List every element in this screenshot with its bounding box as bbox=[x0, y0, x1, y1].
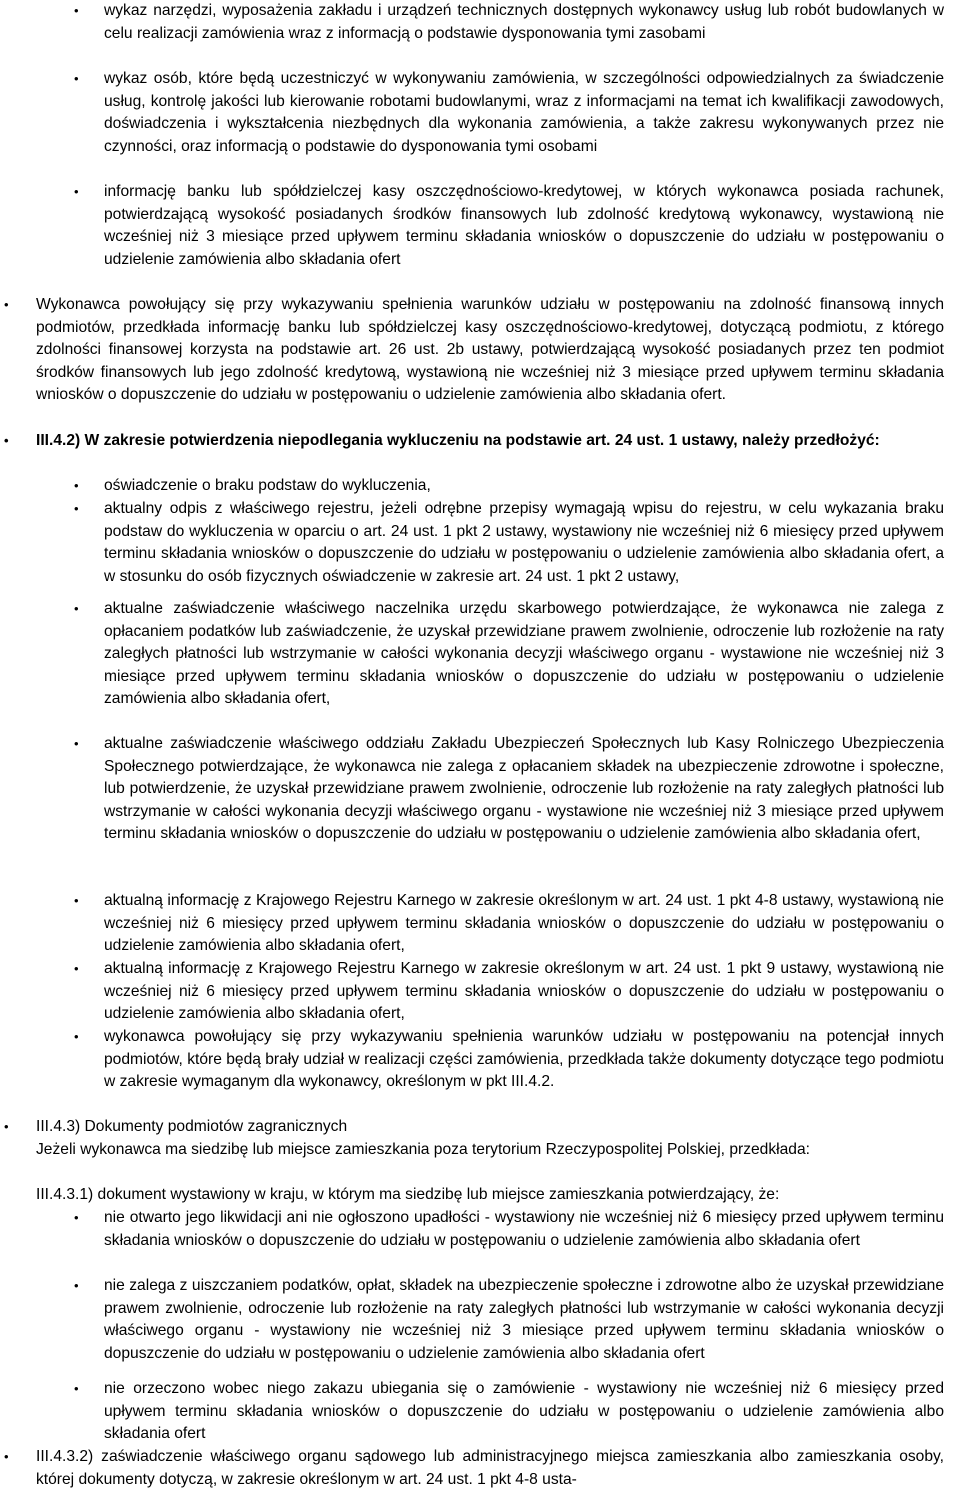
list-item-text: wykaz osób, które będą uczestniczyć w wykonywaniu zamówienia, w szczególności odpowiedzialnych za świadczenie usług, kontrolę jakości lub kierowanie robotami budowlanymi, wraz z informacjami na temat ich kwalifikacji zawodowych, doświadczenia i wykształcenia niezbędnych dla wykonania zamówienia, a także zakresu wykonywanych przez nie czynności, oraz informacją o podstawie do dysponowania tymi osobami bbox=[104, 70, 944, 155]
section-heading bbox=[4, 1116, 944, 1139]
bullet-icon: • bbox=[74, 71, 79, 86]
list-item-text: informację banku lub spółdzielczej kasy oszczędnościowo-kredytowej, w których wykonawca posiada rachunek, potwierdzającą wysokość posiadanych środków finansowych lub zdolność kredytową wykonawcy, wystawioną nie wcześniej niż 3 miesiące przed upływem terminu składania wniosków o dopuszczenie do udziału w postępowaniu o udzielenie zamówienia albo składania ofert bbox=[104, 183, 944, 268]
list-item-text: wykaz narzędzi, wyposażenia zakładu i urządzeń technicznych dostępnych wykonawcy usług lub robót budowlanych w celu realizacji zamówienia wraz z informacją o podstawie dysponowania tymi zasobami bbox=[104, 2, 944, 42]
list-item bbox=[74, 890, 944, 958]
bullet-icon: • bbox=[4, 1119, 9, 1134]
list-item bbox=[74, 733, 944, 846]
paragraph bbox=[36, 1139, 944, 1162]
list-item-text: aktualną informację z Krajowego Rejestru Karnego w zakresie określonym w art. 24 ust. 1 pkt 4-8 ustawy, wystawioną nie wcześniej niż 6 miesięcy przed upływem terminu składania wniosków o dopuszczenie do udziału w postępowaniu o udzielenie zamówienia albo składania ofert, bbox=[104, 892, 944, 955]
list-item-text: oświadczenie o braku podstaw do wykluczenia, bbox=[104, 477, 431, 494]
paragraph-text: III.4.3.2) zaświadczenie właściwego organu sądowego lub administracyjnego miejsca zamieszkania albo zamieszkania osoby, której dokumenty dotyczą, w zakresie określonym w art. 24 ust. 1 pkt 4-8 usta- bbox=[36, 1448, 944, 1488]
bullet-icon: • bbox=[74, 478, 79, 493]
list-item bbox=[74, 1026, 944, 1094]
bullet-icon: • bbox=[74, 1029, 79, 1044]
bullet-icon: • bbox=[74, 893, 79, 908]
list-item bbox=[74, 958, 944, 1026]
bullet-icon: • bbox=[74, 601, 79, 616]
paragraph-text: Jeżeli wykonawca ma siedzibę lub miejsce zamieszkania poza terytorium Rzeczypospolitej Polskiej, przedkłada: bbox=[36, 1141, 810, 1158]
section-heading bbox=[4, 430, 944, 453]
bullet-icon: • bbox=[74, 501, 79, 516]
list-item-text: aktualne zaświadczenie właściwego oddziału Zakładu Ubezpieczeń Społecznych lub Kasy Rolniczego Ubezpieczenia Społecznego potwierdzające, że wykonawca nie zalega z opłacaniem składek na ubezpieczenie zdrowotne i społeczne, lub potwierdzenie, że uzyskał przewidziane prawem zwolnienie, odroczenie lub rozłożenie na raty zaległych płatności lub wstrzymanie w całości wykonania decyzji właściwego organu - wystawione nie wcześniej niż 3 miesiące przed upływem terminu składania wniosków o dopuszczenie do udziału w postępowaniu o udzielenie zamówienia albo składania ofert, bbox=[104, 735, 944, 843]
list-item-text: nie orzeczono wobec niego zakazu ubiegania się o zamówienie - wystawiony nie wcześniej niż 6 miesięcy przed upływem terminu składania wniosków o dopuszczenie do udziału w postępowaniu o udzielenie zamówienia albo składania ofert bbox=[104, 1380, 944, 1443]
list-item bbox=[74, 1207, 944, 1252]
list-item-text: aktualną informację z Krajowego Rejestru Karnego w zakresie określonym w art. 24 ust. 1 pkt 9 ustawy, wystawioną nie wcześniej niż 6 miesięcy przed upływem terminu składania wniosków o dopuszczenie do udziału w postępowaniu o udzielenie zamówienia albo składania ofert, bbox=[104, 960, 944, 1023]
bullet-icon: • bbox=[4, 1449, 9, 1464]
bullet-icon: • bbox=[74, 184, 79, 199]
bullet-icon: • bbox=[4, 297, 9, 312]
bullet-icon: • bbox=[74, 1278, 79, 1293]
list-item bbox=[74, 498, 944, 588]
list-item bbox=[74, 1378, 944, 1446]
bullet-icon: • bbox=[74, 1381, 79, 1396]
paragraph bbox=[36, 1184, 944, 1207]
bullet-icon: • bbox=[74, 961, 79, 976]
section-heading-text: III.4.3) Dokumenty podmiotów zagranicznych bbox=[36, 1118, 348, 1135]
list-item bbox=[74, 68, 944, 158]
list-item-text: nie zalega z uiszczaniem podatków, opłat, składek na ubezpieczenie społeczne i zdrowotne albo że uzyskał przewidziane prawem zwolnienie, odroczenie lub rozłożenie na raty zaległych płatności lub wstrzymanie w całości wykonania decyzji właściwego organu - wystawiony nie wcześniej niż 3 miesiące przed upływem terminu składania wniosków o dopuszczenie do udziału w postępowaniu o udzielenie zamówienia albo składania ofert bbox=[104, 1277, 944, 1362]
paragraph-text: Wykonawca powołujący się przy wykazywaniu spełnienia warunków udziału w postępowaniu na zdolność finansową innych podmiotów, przedkłada informację banku lub spółdzielczej kasy oszczędnościowo-kredytowej, dotyczącą podmiotu, z którego zdolności finansowej korzysta na podstawie art. 26 ust. 2b ustawy, potwierdzającą wysokość posiadanych przez ten podmiot środków finansowych lub jego zdolność kredytową, wystawioną nie wcześniej niż 3 miesiące przed upływem terminu składania wniosków o dopuszczenie do udziału w postępowaniu o udzielenie zamówienia albo składania ofert. bbox=[36, 296, 944, 404]
list-item-text: aktualny odpis z właściwego rejestru, jeżeli odrębne przepisy wymagają wpisu do rejestru, w celu wykazania braku podstaw do wykluczenia w oparciu o art. 24 ust. 1 pkt 2 ustawy, wystawiony nie wcześniej niż 6 miesięcy przed upływem terminu składania wniosków o dopuszczenie do udziału w postępowaniu o udzielenie zamówienia albo składania ofert, a w stosunku do osób fizycznych oświadczenie w zakresie art. 24 ust. 1 pkt 2 ustawy, bbox=[104, 500, 944, 585]
list-item bbox=[74, 0, 944, 45]
list-item-text: nie otwarto jego likwidacji ani nie ogłoszono upadłości - wystawiony nie wcześniej niż 6 miesięcy przed upływem terminu składania wniosków o dopuszczenie do udziału w postępowaniu o udzielenie zamówienia albo składania ofert bbox=[104, 1209, 944, 1249]
bullet-icon: • bbox=[74, 3, 79, 18]
bullet-icon: • bbox=[74, 736, 79, 751]
paragraph bbox=[4, 294, 944, 407]
bullet-icon: • bbox=[4, 433, 9, 448]
section-heading-text: III.4.2) W zakresie potwierdzenia niepodlegania wykluczeniu na podstawie art. 24 ust. 1 ustawy, należy przedłożyć: bbox=[36, 432, 880, 449]
list-item bbox=[74, 475, 944, 498]
paragraph-text: III.4.3.1) dokument wystawiony w kraju, w którym ma siedzibę lub miejsce zamieszkania potwierdzający, że: bbox=[36, 1186, 780, 1203]
bullet-icon: • bbox=[74, 1210, 79, 1225]
paragraph bbox=[4, 1446, 944, 1491]
list-item-text: aktualne zaświadczenie właściwego naczelnika urzędu skarbowego potwierdzające, że wykonawca nie zalega z opłacaniem podatków lub zaświadczenie, że uzyskał przewidziane prawem zwolnienie, odroczenie lub rozłożenie na raty zaległych płatności lub wstrzymanie w całości wykonania decyzji właściwego organu - wystawione nie wcześniej niż 3 miesiące przed upływem terminu składania wniosków o dopuszczenie do udziału w postępowaniu o udzielenie zamówienia albo składania ofert, bbox=[104, 600, 944, 708]
list-item-text: wykonawca powołujący się przy wykazywaniu spełnienia warunków udziału w postępowaniu na potencjał innych podmiotów, które będą brały udział w realizacji części zamówienia, przedkłada także dokumenty dotyczące tego podmiotu w zakresie wymaganym dla wykonawcy, określonym w pkt III.4.2. bbox=[104, 1028, 944, 1091]
list-item bbox=[74, 1275, 944, 1365]
list-item bbox=[74, 598, 944, 711]
list-item bbox=[74, 181, 944, 271]
